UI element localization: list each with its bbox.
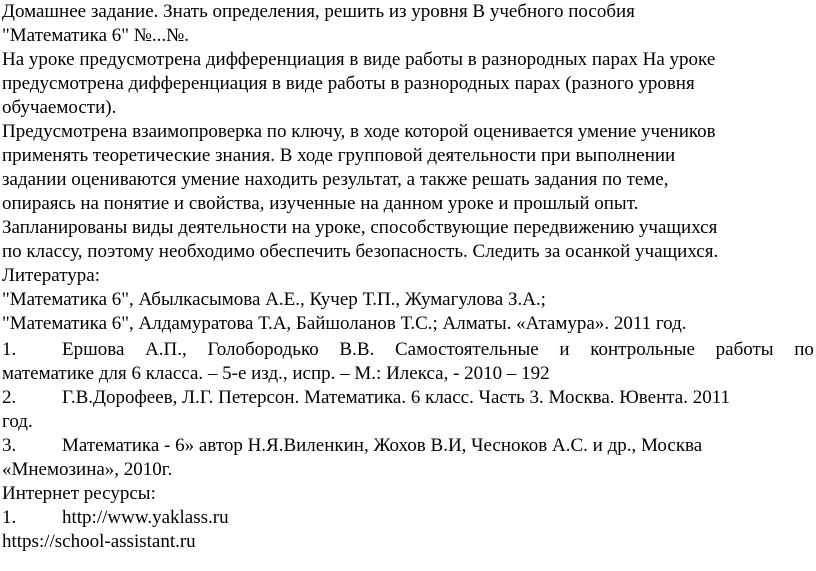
internet-resource-link-2[interactable]: https://school-assistant.ru [2,531,196,552]
reference-item-2-line-2: год. [2,411,33,432]
reference-item-2-number: 2. [2,387,17,408]
reference-item-3-number: 3. [2,435,17,456]
internet-resource-item-1 [2,506,229,530]
internet-resources-heading: Интернет ресурсы: [2,483,156,504]
peer-check-text-line-1: Предусмотрена взаимопроверка по ключу, в ходе которой оценивается умение учеников [2,121,716,142]
reference-item-1-word: Ершова [62,339,125,360]
homework-text-line-1: Домашнее задание. Знать определения, решить из уровня В учебного пособия [2,1,635,22]
reference-item-1-number-word [2,338,124,362]
reference-item-3-text: Математика - 6» автор Н.Я.Виленкин, Жохов В.И, Чесноков А.С. и др., Москва [62,435,703,456]
reference-item-3-line-1 [2,434,702,458]
peer-check-text-line-4: опираясь на понятие и свойства, изученные на данном уроке и прошлый опыт. [2,193,639,214]
reference-item-2-text: Г.В.Дорофеев, Л.Г. Петерсон. Математика. 6 класс. Часть 3. Москва. Ювента. 2011 [62,387,731,408]
reference-item-1-word: и [559,339,570,360]
reference-item-1-line-2: математике для 6 класса. – 5-е изд., испр. – М.: Илекса, - 2010 – 192 [2,363,550,384]
reference-item-1-word: контрольные [590,339,695,360]
reference-item-1-word: Голобородько [207,339,319,360]
reference-item-3-line-2: «Мнемозина», 2010г. [2,459,173,480]
activity-text-line-2: по классу, поэтому необходимо обеспечить безопасность. Следить за осанкой учащихся. [2,241,719,262]
peer-check-text-line-2: применять теоретические знания. В ходе групповой деятельности при выполнении [2,145,676,166]
differentiation-text-line-2: предусмотрена дифференциация в виде работы в разнородных парах (разного уровня [2,73,695,94]
differentiation-text-line-1: На уроке предусмотрена дифференциация в виде работы в разнородных парах На уроке [2,49,716,70]
reference-item-1-word: по [794,339,814,360]
activity-text-line-1: Запланированы виды деятельности на уроке, способствующие передвижению учащихся [2,217,718,238]
reference-item-1-number: 1. [2,339,17,360]
reference-item-1-word: работы [715,339,774,360]
literature-book-2: "Математика 6", Алдамуратова Т.А, Байшоланов Т.С.; Алматы. «Атамура». 2011 год. [2,313,687,334]
literature-heading: Литература: [2,265,100,286]
reference-item-1-line-1 [2,338,814,362]
reference-item-2-line-1 [2,386,730,410]
differentiation-text-line-3: обучаемости). [2,97,117,118]
reference-item-1-word: А.П., [145,339,187,360]
internet-resource-item-1-number: 1. [2,507,17,528]
reference-item-1-word: В.В. [339,339,375,360]
peer-check-text-line-3: задании оцениваются умение находить результат, а также решать задания по теме, [2,169,669,190]
homework-text-line-2: "Математика 6" №...№. [2,25,190,46]
literature-book-1: "Математика 6", Абылкасымова А.Е., Кучер Т.П., Жумагулова З.А.; [2,289,546,310]
reference-item-1-word: Самостоятельные [394,339,539,360]
internet-resource-link-1[interactable]: http://www.yaklass.ru [62,507,229,528]
